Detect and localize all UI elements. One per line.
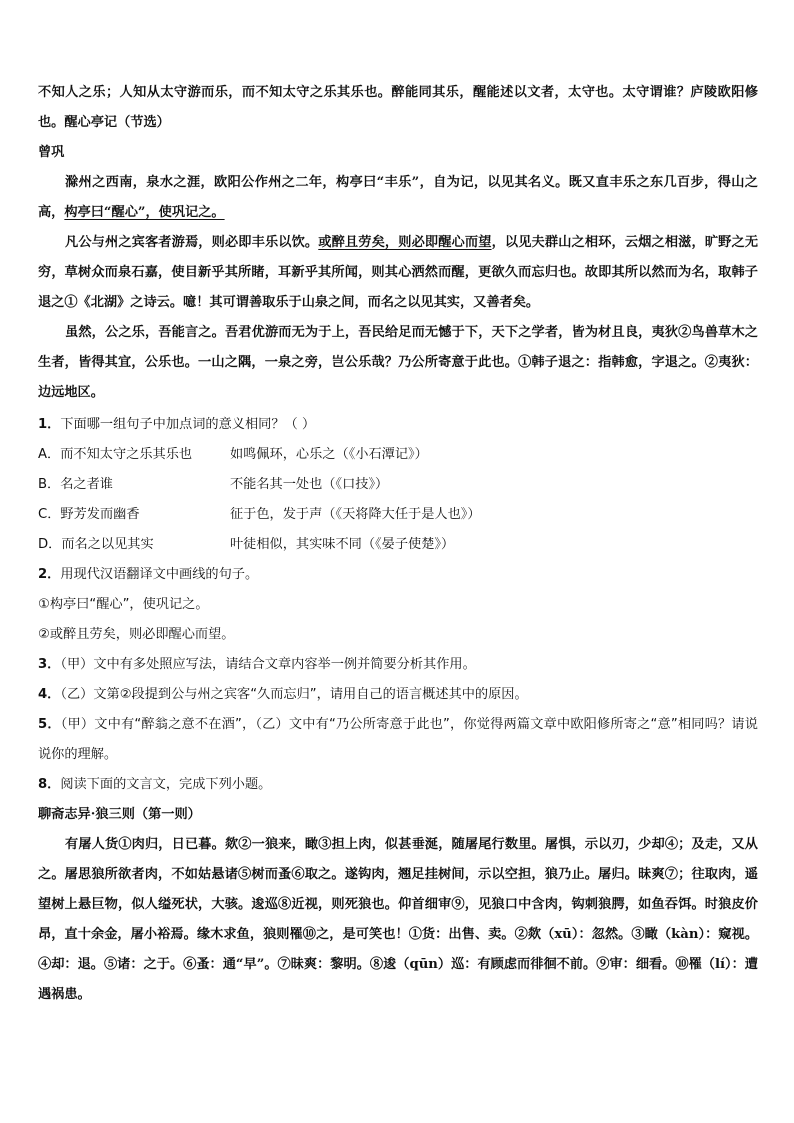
- paragraph-1-text: 滁州之西南，泉水之涯，欧阳公作州之二年，构亭曰“丰乐”，自为记，以见其名义。既又直丰乐之东几百步，得山之高，: [38, 175, 758, 220]
- translation-sentence-2: ②或醉且劳矣，则必即醒心而望。: [38, 627, 235, 642]
- option-d: [38, 530, 758, 560]
- option-a-sentence: A．而不知太守之乐其乐也: [38, 447, 193, 462]
- question-stem: （乙）文第②段提到公与州之宾客“久而忘归”，请用自己的语言概述其中的原因。: [60, 687, 528, 702]
- section-8-header: [38, 770, 758, 800]
- document-page: [38, 78, 758, 1010]
- question-number: 5．: [38, 717, 61, 732]
- question-stem: 用现代汉语翻译文中画线的句子。: [60, 567, 259, 582]
- question-number: 3．: [38, 657, 61, 672]
- passage-b-paragraph-3: 虽然，公之乐，吾能言之。吾君优游而无为于上，吾民给足而无憾于下，天下之学者，皆为材且良，夷狄②鸟兽草木之生者，皆得其宜，公乐也。一山之隅，一泉之旁，岂公乐哉？乃公所寄意于此也。①韩子退之：指韩愈，字退之。②夷狄：边远地区。: [38, 325, 758, 400]
- section-instruction: 阅读下面的文言文，完成下列小题。: [60, 777, 272, 792]
- passage-b-paragraph-2: [38, 228, 758, 318]
- passage-a-ending: 不知人之乐；人知从太守游而乐，而不知太守之乐其乐也。醉能同其乐，醒能述以文者，太守也。太守谓谁？庐陵欧阳修也。醒心亭记（节选）: [38, 85, 758, 130]
- underlined-sentence-1: 构亭曰“醒心”，使巩记之。: [64, 205, 225, 220]
- section-8-title: 聊斋志异·狼三则（第一则）: [38, 807, 201, 822]
- paragraph-2-text-start: 凡公与州之宾客者游焉，则必即丰乐以饮。: [65, 235, 319, 250]
- question-4: [38, 680, 758, 710]
- question-3: [38, 650, 758, 680]
- underlined-sentence-2: 或醉且劳矣，则必即醒心而望: [318, 235, 492, 250]
- question-stem: （甲）文中有“醉翁之意不在酒”，（乙）文中有“乃公所寄意于此也”，你觉得两篇文章中欧阳修所寄之“意”相同吗？请说说你的理解。: [38, 717, 758, 762]
- question-number: 8．: [38, 777, 61, 792]
- section-8-passage: 有屠人货①肉归，日已暮。欻②一狼来，瞰③担上肉，似甚垂涎，随屠尾行数里。屠惧，示以刃，少却④；及走，又从之。屠思狼所欲者肉，不如姑悬诸⑤树而蚤⑥取之。遂钩肉，翘足挂树间，示以空担，狼乃止。屠归。昧爽⑦；往取肉，遥望树上悬巨物，似人缢死状，大骇。逡巡⑧近视，则死狼也。仰首细审⑨，见狼口中含肉，钩刺狼腭，如鱼吞饵。时狼皮价昂，直十余金，屠小裕焉。缘木求鱼，狼则罹⑩之，是可笑也！①货：出售、卖。②欻（xū）：忽然。③瞰（kàn）：窥视。④却：退。⑤诸：之于。⑥蚤：通“早”。⑦昧爽：黎明。⑧逡（qūn）巡：有顾虑而徘徊不前。⑨审：细看。⑩罹（lí）：遭遇祸患。: [38, 837, 758, 1002]
- option-b: [38, 470, 758, 500]
- option-b-comparison: 不能名其一处也（《口技》）: [230, 477, 389, 492]
- option-a-comparison: 如鸣佩环，心乐之（《小石潭记》）: [230, 447, 428, 462]
- passage-b-paragraph-1: [38, 168, 758, 228]
- passage-b-author: 曾巩: [38, 145, 65, 160]
- option-c-sentence: C．野芳发而幽香: [38, 507, 140, 522]
- question-number: 4．: [38, 687, 61, 702]
- option-d-comparison: 叶徒相似，其实味不同（《晏子使楚》）: [230, 537, 455, 552]
- question-stem: 下面哪一组句子中加点词的意义相同？（ ）: [60, 417, 316, 432]
- question-2: [38, 560, 758, 650]
- question-number: 1．: [38, 417, 61, 432]
- option-c-comparison: 征于色，发于声（《天将降大任于是人也》）: [230, 507, 481, 522]
- option-c: [38, 500, 758, 530]
- question-5: [38, 710, 758, 770]
- option-a: [38, 440, 758, 470]
- option-b-sentence: B．名之者谁: [38, 477, 113, 492]
- question-1: [38, 410, 758, 560]
- question-stem: （甲）文中有多处照应写法，请结合文章内容举一例并简要分析其作用。: [60, 657, 476, 672]
- paragraph-2-text-end: ，以见夫群山之相环，云烟之相滋，旷野之无穷，草树众而泉石嘉，使目新乎其所睹，耳新乎其所闻，则其心洒然而醒，更欲久而忘归也。故即其所以然而为名，取韩子退之①《北湖》之诗云。噫！其可谓善取乐于山泉之间，而名之以见其实，又善者矣。: [38, 235, 759, 310]
- option-d-sentence: D．而名之以见其实: [38, 537, 154, 552]
- question-number: 2．: [38, 567, 61, 582]
- translation-sentence-1: ①构亭曰“醒心”，使巩记之。: [38, 597, 209, 612]
